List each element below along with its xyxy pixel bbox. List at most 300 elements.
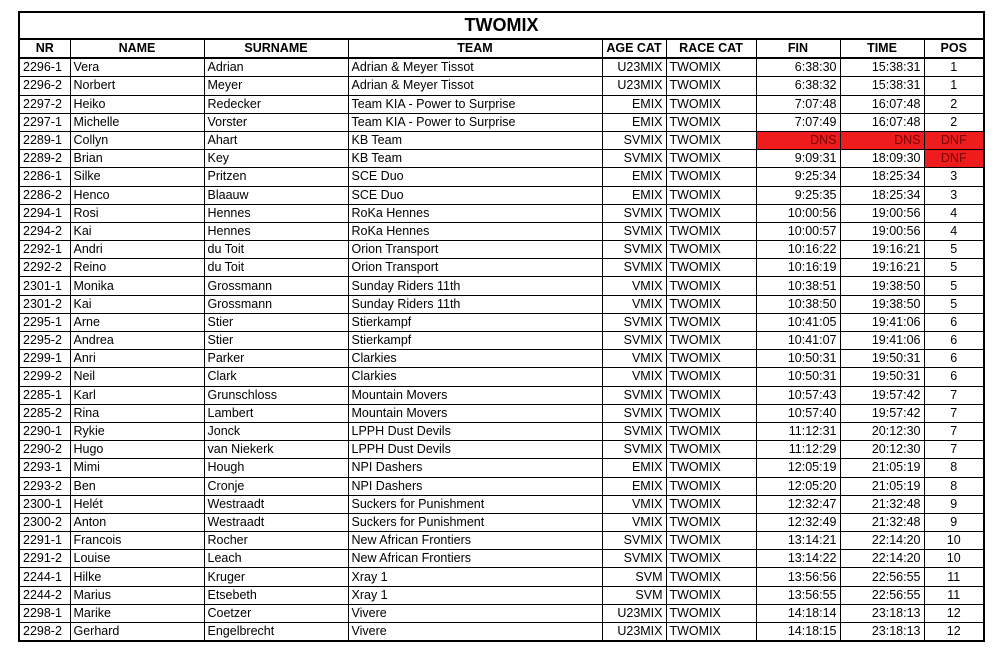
table-row	[19, 77, 984, 95]
cell-surname: Leach	[204, 550, 348, 568]
cell-fin: 10:57:43	[756, 386, 840, 404]
cell-team: Clarkies	[348, 368, 602, 386]
cell-name: Louise	[70, 550, 204, 568]
cell-time: 18:09:30	[840, 150, 924, 168]
cell-nr: 2244-1	[19, 568, 70, 586]
cell-time: 18:25:34	[840, 186, 924, 204]
cell-age-cat: VMIX	[602, 277, 666, 295]
cell-race-cat: TWOMIX	[666, 441, 756, 459]
cell-name: Henco	[70, 186, 204, 204]
cell-age-cat: SVMIX	[602, 404, 666, 422]
cell-fin: 10:41:05	[756, 313, 840, 331]
cell-age-cat: U23MIX	[602, 77, 666, 95]
cell-race-cat: TWOMIX	[666, 459, 756, 477]
table-row	[19, 532, 984, 550]
table-row	[19, 495, 984, 513]
cell-team: Sunday Riders 11th	[348, 295, 602, 313]
cell-surname: Clark	[204, 368, 348, 386]
cell-pos: 5	[924, 241, 984, 259]
results-body	[19, 58, 984, 641]
table-row	[19, 550, 984, 568]
table-row	[19, 386, 984, 404]
cell-team: Mountain Movers	[348, 404, 602, 422]
cell-team: Adrian & Meyer Tissot	[348, 77, 602, 95]
cell-race-cat: TWOMIX	[666, 495, 756, 513]
cell-surname: Jonck	[204, 422, 348, 440]
cell-time: 21:05:19	[840, 477, 924, 495]
table-row	[19, 150, 984, 168]
cell-age-cat: SVMIX	[602, 150, 666, 168]
cell-team: SCE Duo	[348, 186, 602, 204]
cell-nr: 2300-1	[19, 495, 70, 513]
cell-pos: 7	[924, 441, 984, 459]
cell-name: Marike	[70, 604, 204, 622]
cell-surname: Grunschloss	[204, 386, 348, 404]
cell-race-cat: TWOMIX	[666, 532, 756, 550]
cell-surname: Westraadt	[204, 495, 348, 513]
cell-time: 15:38:31	[840, 77, 924, 95]
cell-team: Team KIA - Power to Surprise	[348, 113, 602, 131]
cell-name: Silke	[70, 168, 204, 186]
cell-time: 19:16:21	[840, 259, 924, 277]
cell-nr: 2301-2	[19, 295, 70, 313]
cell-surname: Vorster	[204, 113, 348, 131]
cell-surname: Cronje	[204, 477, 348, 495]
cell-name: Marius	[70, 586, 204, 604]
cell-team: LPPH Dust Devils	[348, 422, 602, 440]
cell-name: Vera	[70, 58, 204, 77]
cell-surname: Pritzen	[204, 168, 348, 186]
cell-nr: 2293-1	[19, 459, 70, 477]
cell-time: 20:12:30	[840, 422, 924, 440]
cell-nr: 2286-2	[19, 186, 70, 204]
cell-pos: 4	[924, 222, 984, 240]
cell-nr: 2289-1	[19, 131, 70, 149]
cell-name: Mimi	[70, 459, 204, 477]
cell-surname: Stier	[204, 332, 348, 350]
cell-team: Xray 1	[348, 586, 602, 604]
cell-pos: 5	[924, 295, 984, 313]
cell-age-cat: EMIX	[602, 113, 666, 131]
cell-surname: Hennes	[204, 222, 348, 240]
cell-time: 21:32:48	[840, 513, 924, 531]
cell-fin: 13:14:22	[756, 550, 840, 568]
cell-time: 19:41:06	[840, 313, 924, 331]
cell-time: 19:00:56	[840, 222, 924, 240]
cell-surname: Meyer	[204, 77, 348, 95]
cell-pos: 10	[924, 532, 984, 550]
cell-race-cat: TWOMIX	[666, 404, 756, 422]
cell-time: 22:56:55	[840, 586, 924, 604]
cell-team: Orion Transport	[348, 241, 602, 259]
table-row	[19, 623, 984, 642]
cell-team: Clarkies	[348, 350, 602, 368]
cell-pos: 2	[924, 113, 984, 131]
cell-time: 19:16:21	[840, 241, 924, 259]
cell-team: LPPH Dust Devils	[348, 441, 602, 459]
cell-race-cat: TWOMIX	[666, 350, 756, 368]
cell-nr: 2300-2	[19, 513, 70, 531]
cell-name: Hilke	[70, 568, 204, 586]
title-row	[19, 12, 984, 39]
cell-age-cat: SVMIX	[602, 332, 666, 350]
cell-team: KB Team	[348, 150, 602, 168]
cell-team: Xray 1	[348, 568, 602, 586]
table-row	[19, 186, 984, 204]
cell-fin: 13:14:21	[756, 532, 840, 550]
table-row	[19, 131, 984, 149]
cell-pos: 11	[924, 568, 984, 586]
cell-name: Neil	[70, 368, 204, 386]
table-row	[19, 422, 984, 440]
results-table	[18, 11, 985, 642]
header-nr: NR	[19, 39, 70, 58]
cell-age-cat: SVM	[602, 586, 666, 604]
cell-age-cat: SVMIX	[602, 550, 666, 568]
cell-age-cat: VMIX	[602, 350, 666, 368]
cell-pos: 12	[924, 623, 984, 642]
cell-name: Monika	[70, 277, 204, 295]
cell-fin: 13:56:55	[756, 586, 840, 604]
cell-time: 19:57:42	[840, 386, 924, 404]
cell-race-cat: TWOMIX	[666, 295, 756, 313]
table-row	[19, 513, 984, 531]
cell-name: Ben	[70, 477, 204, 495]
cell-age-cat: EMIX	[602, 186, 666, 204]
cell-time: 22:56:55	[840, 568, 924, 586]
header-row	[19, 39, 984, 58]
cell-race-cat: TWOMIX	[666, 168, 756, 186]
cell-fin: 6:38:30	[756, 58, 840, 77]
cell-nr: 2301-1	[19, 277, 70, 295]
cell-surname: van Niekerk	[204, 441, 348, 459]
cell-name: Reino	[70, 259, 204, 277]
cell-name: Brian	[70, 150, 204, 168]
cell-name: Rykie	[70, 422, 204, 440]
cell-team: KB Team	[348, 131, 602, 149]
cell-team: Suckers for Punishment	[348, 495, 602, 513]
cell-pos: 1	[924, 58, 984, 77]
cell-race-cat: TWOMIX	[666, 422, 756, 440]
cell-age-cat: SVMIX	[602, 204, 666, 222]
cell-pos: 6	[924, 350, 984, 368]
cell-race-cat: TWOMIX	[666, 186, 756, 204]
cell-fin: 11:12:31	[756, 422, 840, 440]
cell-age-cat: SVMIX	[602, 532, 666, 550]
cell-pos: 7	[924, 386, 984, 404]
cell-name: Norbert	[70, 77, 204, 95]
cell-race-cat: TWOMIX	[666, 586, 756, 604]
cell-time: 19:50:31	[840, 368, 924, 386]
cell-surname: Westraadt	[204, 513, 348, 531]
cell-nr: 2290-2	[19, 441, 70, 459]
cell-fin: 10:00:57	[756, 222, 840, 240]
cell-race-cat: TWOMIX	[666, 623, 756, 642]
cell-nr: 2294-2	[19, 222, 70, 240]
cell-team: Vivere	[348, 604, 602, 622]
cell-nr: 2292-1	[19, 241, 70, 259]
cell-name: Gerhard	[70, 623, 204, 642]
cell-name: Andri	[70, 241, 204, 259]
cell-nr: 2299-2	[19, 368, 70, 386]
cell-time: 19:38:50	[840, 295, 924, 313]
table-row	[19, 568, 984, 586]
table-row	[19, 95, 984, 113]
cell-pos: 5	[924, 259, 984, 277]
header-fin: FIN	[756, 39, 840, 58]
table-row	[19, 368, 984, 386]
cell-race-cat: TWOMIX	[666, 568, 756, 586]
cell-pos: DNF	[924, 150, 984, 168]
cell-team: RoKa Hennes	[348, 222, 602, 240]
cell-name: Collyn	[70, 131, 204, 149]
cell-pos: 6	[924, 313, 984, 331]
header-name: NAME	[70, 39, 204, 58]
cell-team: NPI Dashers	[348, 459, 602, 477]
cell-fin: 12:05:19	[756, 459, 840, 477]
cell-race-cat: TWOMIX	[666, 222, 756, 240]
cell-name: Helét	[70, 495, 204, 513]
cell-age-cat: SVMIX	[602, 422, 666, 440]
cell-time: 16:07:48	[840, 95, 924, 113]
table-row	[19, 58, 984, 77]
cell-age-cat: U23MIX	[602, 58, 666, 77]
cell-surname: Adrian	[204, 58, 348, 77]
cell-fin: 10:38:51	[756, 277, 840, 295]
cell-name: Rosi	[70, 204, 204, 222]
cell-fin: 10:41:07	[756, 332, 840, 350]
cell-name: Michelle	[70, 113, 204, 131]
cell-age-cat: U23MIX	[602, 604, 666, 622]
cell-surname: Hennes	[204, 204, 348, 222]
cell-name: Kai	[70, 295, 204, 313]
cell-surname: Engelbrecht	[204, 623, 348, 642]
cell-name: Francois	[70, 532, 204, 550]
cell-pos: 8	[924, 477, 984, 495]
cell-fin: 12:32:47	[756, 495, 840, 513]
cell-fin: 11:12:29	[756, 441, 840, 459]
cell-race-cat: TWOMIX	[666, 58, 756, 77]
cell-time: 18:25:34	[840, 168, 924, 186]
cell-time: 23:18:13	[840, 623, 924, 642]
cell-age-cat: SVMIX	[602, 441, 666, 459]
table-row	[19, 168, 984, 186]
cell-age-cat: EMIX	[602, 477, 666, 495]
cell-race-cat: TWOMIX	[666, 550, 756, 568]
cell-team: NPI Dashers	[348, 477, 602, 495]
cell-race-cat: TWOMIX	[666, 513, 756, 531]
cell-nr: 2296-2	[19, 77, 70, 95]
cell-age-cat: EMIX	[602, 168, 666, 186]
cell-nr: 2290-1	[19, 422, 70, 440]
cell-pos: 8	[924, 459, 984, 477]
cell-time: 19:00:56	[840, 204, 924, 222]
table-row	[19, 113, 984, 131]
cell-pos: 7	[924, 404, 984, 422]
cell-team: Mountain Movers	[348, 386, 602, 404]
cell-nr: 2299-1	[19, 350, 70, 368]
cell-name: Karl	[70, 386, 204, 404]
cell-surname: Hough	[204, 459, 348, 477]
cell-team: Orion Transport	[348, 259, 602, 277]
cell-team: Team KIA - Power to Surprise	[348, 95, 602, 113]
cell-team: Stierkampf	[348, 313, 602, 331]
table-row	[19, 604, 984, 622]
cell-surname: Redecker	[204, 95, 348, 113]
cell-age-cat: EMIX	[602, 459, 666, 477]
cell-fin: 14:18:14	[756, 604, 840, 622]
cell-pos: 9	[924, 513, 984, 531]
cell-surname: Etsebeth	[204, 586, 348, 604]
cell-surname: du Toit	[204, 241, 348, 259]
cell-team: Stierkampf	[348, 332, 602, 350]
cell-team: RoKa Hennes	[348, 204, 602, 222]
table-row	[19, 404, 984, 422]
cell-pos: 9	[924, 495, 984, 513]
cell-surname: du Toit	[204, 259, 348, 277]
cell-pos: 12	[924, 604, 984, 622]
cell-age-cat: SVMIX	[602, 313, 666, 331]
table-row	[19, 350, 984, 368]
cell-surname: Lambert	[204, 404, 348, 422]
cell-name: Anri	[70, 350, 204, 368]
cell-surname: Stier	[204, 313, 348, 331]
cell-time: 22:14:20	[840, 550, 924, 568]
cell-name: Andrea	[70, 332, 204, 350]
cell-fin: 9:25:35	[756, 186, 840, 204]
cell-time: 21:05:19	[840, 459, 924, 477]
table-row	[19, 204, 984, 222]
cell-nr: 2295-2	[19, 332, 70, 350]
cell-race-cat: TWOMIX	[666, 77, 756, 95]
header-surname: SURNAME	[204, 39, 348, 58]
cell-fin: 13:56:56	[756, 568, 840, 586]
cell-age-cat: EMIX	[602, 95, 666, 113]
cell-race-cat: TWOMIX	[666, 604, 756, 622]
cell-race-cat: TWOMIX	[666, 313, 756, 331]
cell-pos: 11	[924, 586, 984, 604]
cell-fin: 6:38:32	[756, 77, 840, 95]
cell-name: Rina	[70, 404, 204, 422]
cell-fin: 7:07:48	[756, 95, 840, 113]
cell-time: 22:14:20	[840, 532, 924, 550]
cell-pos: DNF	[924, 131, 984, 149]
cell-fin: 10:00:56	[756, 204, 840, 222]
cell-race-cat: TWOMIX	[666, 113, 756, 131]
cell-surname: Grossmann	[204, 277, 348, 295]
cell-time: 23:18:13	[840, 604, 924, 622]
cell-time: 19:50:31	[840, 350, 924, 368]
cell-nr: 2295-1	[19, 313, 70, 331]
cell-race-cat: TWOMIX	[666, 368, 756, 386]
table-row	[19, 277, 984, 295]
cell-age-cat: SVMIX	[602, 386, 666, 404]
cell-nr: 2285-2	[19, 404, 70, 422]
cell-team: New African Frontiers	[348, 532, 602, 550]
cell-nr: 2294-1	[19, 204, 70, 222]
cell-age-cat: VMIX	[602, 495, 666, 513]
cell-pos: 3	[924, 186, 984, 204]
cell-surname: Coetzer	[204, 604, 348, 622]
table-row	[19, 259, 984, 277]
cell-race-cat: TWOMIX	[666, 204, 756, 222]
cell-fin: 7:07:49	[756, 113, 840, 131]
table-row	[19, 313, 984, 331]
cell-time: 16:07:48	[840, 113, 924, 131]
cell-name: Heiko	[70, 95, 204, 113]
cell-age-cat: SVMIX	[602, 222, 666, 240]
table-row	[19, 459, 984, 477]
cell-surname: Grossmann	[204, 295, 348, 313]
cell-team: Suckers for Punishment	[348, 513, 602, 531]
table-row	[19, 586, 984, 604]
cell-age-cat: VMIX	[602, 295, 666, 313]
cell-surname: Parker	[204, 350, 348, 368]
table-row	[19, 477, 984, 495]
results-sheet	[18, 11, 983, 642]
cell-pos: 5	[924, 277, 984, 295]
cell-surname: Rocher	[204, 532, 348, 550]
cell-team: Adrian & Meyer Tissot	[348, 58, 602, 77]
cell-age-cat: U23MIX	[602, 623, 666, 642]
cell-pos: 3	[924, 168, 984, 186]
cell-nr: 2296-1	[19, 58, 70, 77]
cell-nr: 2291-2	[19, 550, 70, 568]
cell-race-cat: TWOMIX	[666, 241, 756, 259]
cell-team: New African Frontiers	[348, 550, 602, 568]
table-row	[19, 222, 984, 240]
cell-surname: Key	[204, 150, 348, 168]
header-race-cat: RACE CAT	[666, 39, 756, 58]
cell-fin: DNS	[756, 131, 840, 149]
cell-name: Hugo	[70, 441, 204, 459]
cell-race-cat: TWOMIX	[666, 477, 756, 495]
header-pos: POS	[924, 39, 984, 58]
cell-fin: 10:57:40	[756, 404, 840, 422]
cell-surname: Kruger	[204, 568, 348, 586]
cell-name: Kai	[70, 222, 204, 240]
table-title: TWOMIX	[19, 12, 984, 39]
cell-race-cat: TWOMIX	[666, 259, 756, 277]
cell-fin: 12:32:49	[756, 513, 840, 531]
cell-nr: 2298-1	[19, 604, 70, 622]
cell-race-cat: TWOMIX	[666, 95, 756, 113]
cell-age-cat: SVMIX	[602, 131, 666, 149]
table-row	[19, 295, 984, 313]
cell-name: Anton	[70, 513, 204, 531]
cell-nr: 2297-1	[19, 113, 70, 131]
cell-team: SCE Duo	[348, 168, 602, 186]
cell-fin: 10:50:31	[756, 350, 840, 368]
cell-age-cat: SVMIX	[602, 241, 666, 259]
cell-nr: 2289-2	[19, 150, 70, 168]
cell-time: 15:38:31	[840, 58, 924, 77]
cell-time: 21:32:48	[840, 495, 924, 513]
cell-team: Vivere	[348, 623, 602, 642]
cell-fin: 10:50:31	[756, 368, 840, 386]
cell-fin: 9:09:31	[756, 150, 840, 168]
cell-pos: 10	[924, 550, 984, 568]
cell-race-cat: TWOMIX	[666, 277, 756, 295]
table-row	[19, 332, 984, 350]
cell-pos: 2	[924, 95, 984, 113]
cell-race-cat: TWOMIX	[666, 386, 756, 404]
cell-time: DNS	[840, 131, 924, 149]
cell-race-cat: TWOMIX	[666, 150, 756, 168]
cell-nr: 2292-2	[19, 259, 70, 277]
cell-race-cat: TWOMIX	[666, 332, 756, 350]
cell-age-cat: VMIX	[602, 513, 666, 531]
